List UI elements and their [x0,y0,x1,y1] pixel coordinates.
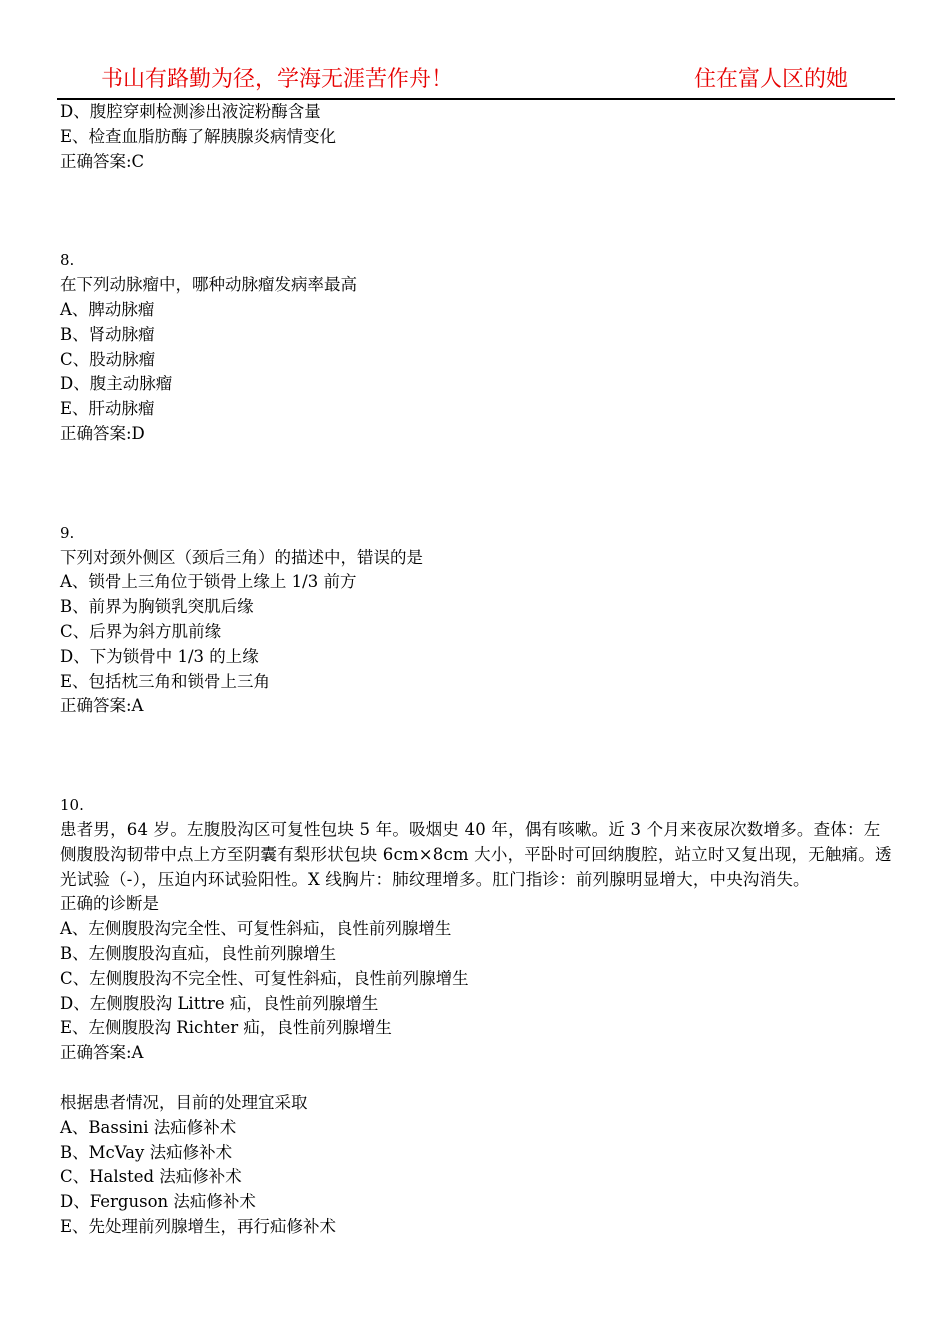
sub-option-b: B、McVay 法疝修补术 [60,1142,233,1162]
sub-option-a: A、Bassini 法疝修补术 [60,1117,237,1137]
question-8 [60,248,895,446]
option-a: A、锁骨上三角位于锁骨上缘上 1/3 前方 [60,572,357,592]
spacer [60,719,895,793]
correct-answer: 正确答案:D [60,423,145,443]
option-e: E、检查血脂肪酶了解胰腺炎病情变化 [60,126,337,146]
question-number: 8. [60,251,75,270]
option-d: D、腹腔穿刺检测渗出液淀粉酶含量 [60,102,321,121]
correct-answer: 正确答案:C [60,151,145,171]
option-d: D、左侧腹股沟 Littre 疝，良性前列腺增生 [60,993,379,1013]
correct-answer: 正确答案:A [60,1043,144,1063]
correct-answer: 正确答案:A [60,696,144,716]
question-number: 9. [60,523,75,542]
question-number: 10. [60,796,84,815]
page-header [0,62,950,98]
spacer [60,174,895,248]
option-e: E、左侧腹股沟 Richter 疝，良性前列腺增生 [60,1018,392,1038]
sub-question-stem: 根据患者情况，目前的处理宜采取 [60,1092,308,1112]
option-e: E、包括枕三角和锁骨上三角 [60,671,271,691]
spacer [60,1066,895,1091]
question-10 [60,793,895,1240]
option-d: D、腹主动脉瘤 [60,374,173,394]
option-b: B、肾动脉瘤 [60,324,155,344]
sub-option-c: C、Halsted 法疝修补术 [60,1167,242,1187]
document-body [60,100,895,1240]
header-author: 住在富人区的她 [694,67,849,92]
option-a: A、左侧腹股沟完全性、可复性斜疝，良性前列腺增生 [60,919,452,939]
case-description: 患者男，64 岁。左腹股沟区可复性包块 5 年。吸烟史 40 年，偶有咳嗽。近 3 个月来夜尿次数增多。查体：左侧腹股沟韧带中点上方至阴囊有梨形状包块 6cm×8cm 大小，平卧时可回纳腹腔，站立时又复出现，无触痛。透光试验（-），压迫内环试验阳性。X 线胸片：肺纹理增多。肛门指诊：前列腺明显增大，中央沟消失。 [60,819,892,889]
option-b: B、前界为胸锁乳突肌后缘 [60,597,254,617]
spacer [60,447,895,521]
question-stem: 下列对颈外侧区（颈后三角）的描述中，错误的是 [60,547,423,567]
option-b: B、左侧腹股沟直疝，良性前列腺增生 [60,943,337,963]
header-motto: 书山有路勤为径，学海无涯苦作舟！ [101,67,454,92]
option-e: E、肝动脉瘤 [60,399,155,419]
option-c: C、股动脉瘤 [60,349,156,369]
option-a: A、脾动脉瘤 [60,299,155,319]
question-stem: 正确的诊断是 [60,894,159,914]
option-c: C、后界为斜方肌前缘 [60,621,222,641]
sub-option-d: D、Ferguson 法疝修补术 [60,1192,256,1212]
option-c: C、左侧腹股沟不完全性、可复性斜疝，良性前列腺增生 [60,968,469,988]
option-d: D、下为锁骨中 1/3 的上缘 [60,646,259,666]
question-stem: 在下列动脉瘤中，哪种动脉瘤发病率最高 [60,275,357,295]
sub-option-e: E、先处理前列腺增生，再行疝修补术 [60,1216,337,1236]
question-7-tail [60,100,895,174]
question-9 [60,521,895,719]
